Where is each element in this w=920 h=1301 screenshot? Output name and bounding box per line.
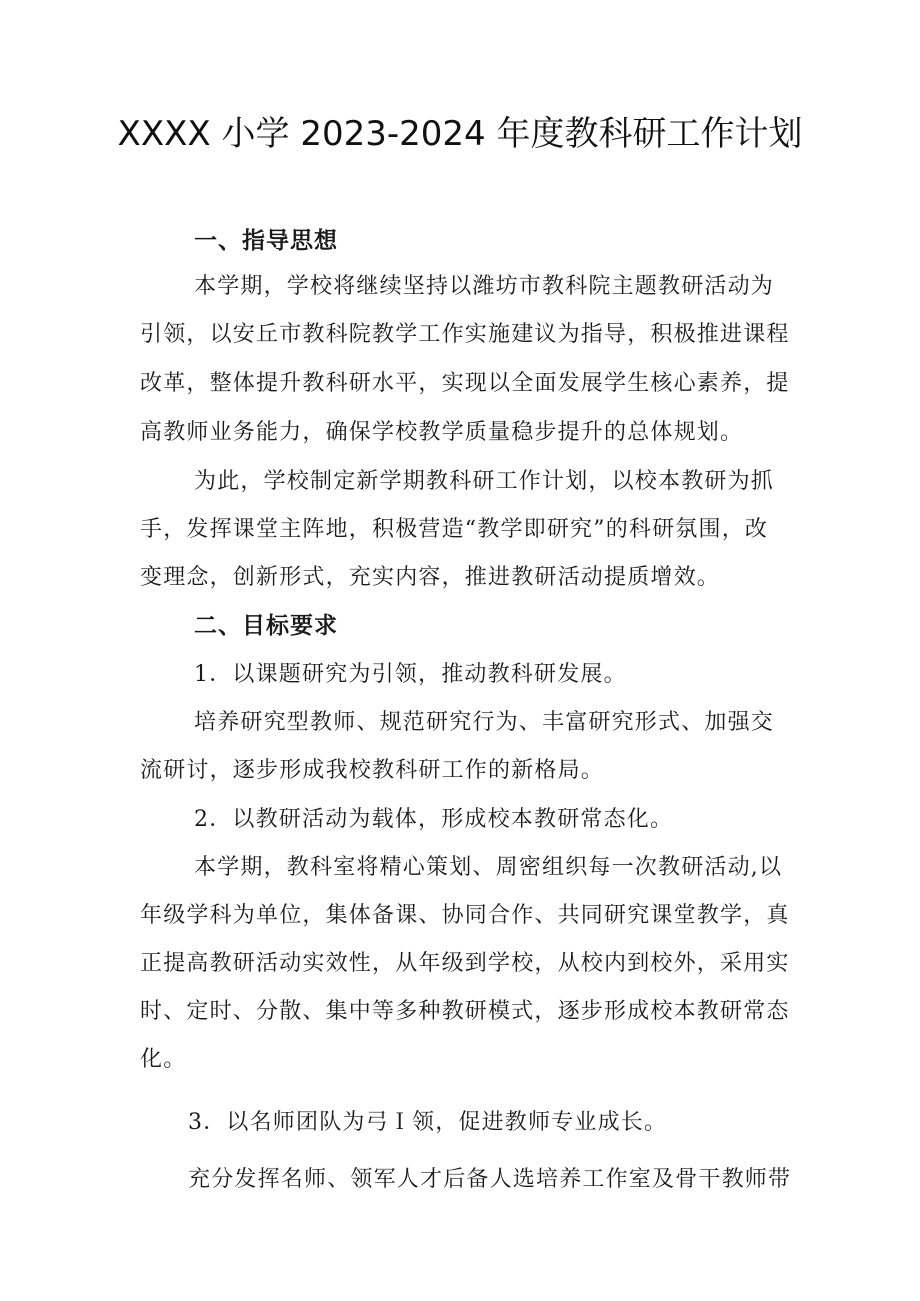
paragraph-line: 培养研究型教师、规范研究行为、丰富研究形式、加强交 [194, 710, 775, 735]
paragraph-line: 本学期，学校将继续坚持以潍坊市教科院主题教研活动为 [194, 274, 775, 299]
paragraph-line: 时、定时、分散、集中等多种教研模式，逐步形成校本教研常态 [140, 999, 790, 1024]
paragraph-line: 高教师业务能力，确保学校教学质量稳步提升的总体规划。 [140, 420, 744, 445]
item-title: 1．以课题研究为引领，推动教科研发展。 [194, 662, 627, 687]
paragraph-line: 引领，以安丘市教科院教学工作实施建议为指导，积极推进课程 [140, 322, 790, 347]
paragraph-line: 充分发挥名师、领军人才后备人选培养工作室及骨干教师带 [188, 1167, 792, 1192]
item-title: 2．以教研活动为载体，形成校本教研常态化。 [194, 807, 674, 832]
section-heading-goals: 二、目标要求 [194, 613, 338, 639]
item-title: 3．以名师团队为弓Ｉ领，促进教师专业成长。 [188, 1110, 668, 1135]
paragraph-line: 手，发挥课堂主阵地，积极营造“教学即研究”的科研氛围，改 [140, 517, 769, 542]
paragraph-line: 为此，学校制定新学期教科研工作计划，以校本教研为抓 [194, 469, 775, 494]
paragraph-line: 本学期，教科室将精心策划、周密组织每一次教研活动,以 [194, 855, 783, 880]
paragraph-line: 年级学科为单位，集体备课、协同合作、共同研究课堂教学，真 [140, 903, 790, 928]
paragraph-line: 改革，整体提升教科研水平，实现以全面发展学生核心素养，提 [140, 371, 790, 396]
paragraph-line: 流研讨，逐步形成我校教科研工作的新格局。 [140, 758, 605, 783]
section-heading-guiding-ideology: 一、指导思想 [194, 228, 338, 254]
paragraph-line: 正提高教研活动实效性，从年级到学校，从校内到校外，采用实 [140, 951, 790, 976]
paragraph-line: 变理念，创新形式，充实内容，推进教研活动提质增效。 [140, 565, 721, 590]
paragraph-line: 化。 [140, 1047, 187, 1072]
document-title: XXXX 小学 2023-2024 年度教科研工作计划 [117, 114, 803, 154]
